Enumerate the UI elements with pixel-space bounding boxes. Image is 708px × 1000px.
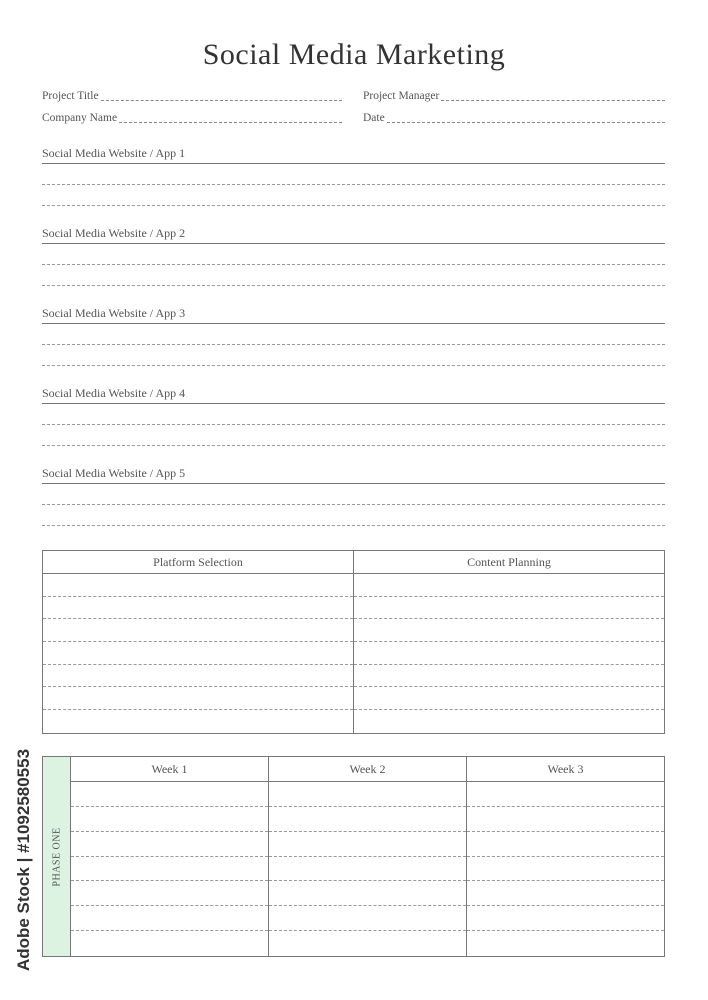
table-row[interactable] xyxy=(354,597,664,620)
app-section-2 xyxy=(42,224,665,286)
writing-line[interactable] xyxy=(42,505,665,526)
date-line xyxy=(387,122,665,123)
week-3-header: Week 3 xyxy=(467,757,664,782)
table-row[interactable] xyxy=(43,710,353,733)
table-row[interactable] xyxy=(354,619,664,642)
table-row[interactable] xyxy=(354,687,664,710)
table-row[interactable] xyxy=(71,832,268,857)
app-section-5 xyxy=(42,464,665,526)
project-title-field[interactable] xyxy=(42,86,342,104)
table-row[interactable] xyxy=(269,782,466,807)
week-1-header: Week 1 xyxy=(71,757,268,782)
week-3-column xyxy=(466,757,664,956)
table-row[interactable] xyxy=(269,931,466,956)
table-row[interactable] xyxy=(467,832,664,857)
project-title-label: Project Title xyxy=(42,90,99,102)
writing-line[interactable] xyxy=(42,265,665,286)
app-section-4 xyxy=(42,384,665,446)
page-title: Social Media Marketing xyxy=(202,38,506,71)
table-row[interactable] xyxy=(43,597,353,620)
table-row[interactable] xyxy=(467,857,664,882)
table-row[interactable] xyxy=(269,807,466,832)
app-section-label: Social Media Website / App 1 xyxy=(42,144,665,164)
watermark-text: Adobe Stock | #1092580553 xyxy=(14,748,33,972)
table-row[interactable] xyxy=(354,642,664,665)
table-row[interactable] xyxy=(354,710,664,733)
table-row[interactable] xyxy=(467,807,664,832)
table-row[interactable] xyxy=(43,574,353,597)
table-row[interactable] xyxy=(269,881,466,906)
app-section-3 xyxy=(42,304,665,366)
phase-table xyxy=(42,756,665,957)
table-row[interactable] xyxy=(71,857,268,882)
writing-line[interactable] xyxy=(42,425,665,446)
phase-label: PHASE ONE xyxy=(51,826,62,887)
app-section-label: Social Media Website / App 2 xyxy=(42,224,665,244)
table-row[interactable] xyxy=(43,687,353,710)
table-row[interactable] xyxy=(269,906,466,931)
writing-line[interactable] xyxy=(42,324,665,345)
content-planning-header: Content Planning xyxy=(354,551,664,574)
project-title-line xyxy=(101,100,342,101)
table-row[interactable] xyxy=(71,782,268,807)
writing-line[interactable] xyxy=(42,185,665,206)
table-row[interactable] xyxy=(269,832,466,857)
platform-selection-header: Platform Selection xyxy=(43,551,353,574)
platform-selection-column xyxy=(43,551,353,733)
company-name-label: Company Name xyxy=(42,112,118,124)
writing-line[interactable] xyxy=(42,244,665,265)
table-row[interactable] xyxy=(71,906,268,931)
company-name-line xyxy=(119,122,342,123)
writing-line[interactable] xyxy=(42,164,665,185)
phase-band xyxy=(43,757,71,956)
table-row[interactable] xyxy=(467,782,664,807)
table-row[interactable] xyxy=(43,619,353,642)
company-name-field[interactable] xyxy=(42,108,342,126)
app-section-label: Social Media Website / App 3 xyxy=(42,304,665,324)
table-row[interactable] xyxy=(467,931,664,956)
week-2-header: Week 2 xyxy=(269,757,466,782)
project-manager-field[interactable] xyxy=(363,86,665,104)
app-section-label: Social Media Website / App 4 xyxy=(42,384,665,404)
weeks-grid xyxy=(71,757,664,956)
week-1-column xyxy=(71,757,268,956)
stock-watermark xyxy=(4,740,44,980)
app-section-1 xyxy=(42,144,665,206)
app-section-label: Social Media Website / App 5 xyxy=(42,464,665,484)
table-row[interactable] xyxy=(269,857,466,882)
table-row[interactable] xyxy=(71,807,268,832)
table-row[interactable] xyxy=(467,881,664,906)
content-planning-column xyxy=(353,551,664,733)
table-row[interactable] xyxy=(354,574,664,597)
date-label: Date xyxy=(363,112,385,124)
writing-line[interactable] xyxy=(42,404,665,425)
planning-table xyxy=(42,550,665,734)
date-field[interactable] xyxy=(363,108,665,126)
table-row[interactable] xyxy=(43,665,353,688)
table-row[interactable] xyxy=(43,642,353,665)
writing-line[interactable] xyxy=(42,484,665,505)
table-row[interactable] xyxy=(71,931,268,956)
table-row[interactable] xyxy=(467,906,664,931)
project-manager-label: Project Manager xyxy=(363,90,440,102)
writing-line[interactable] xyxy=(42,345,665,366)
table-row[interactable] xyxy=(71,881,268,906)
week-2-column xyxy=(268,757,466,956)
project-manager-line xyxy=(441,100,665,101)
table-row[interactable] xyxy=(354,665,664,688)
